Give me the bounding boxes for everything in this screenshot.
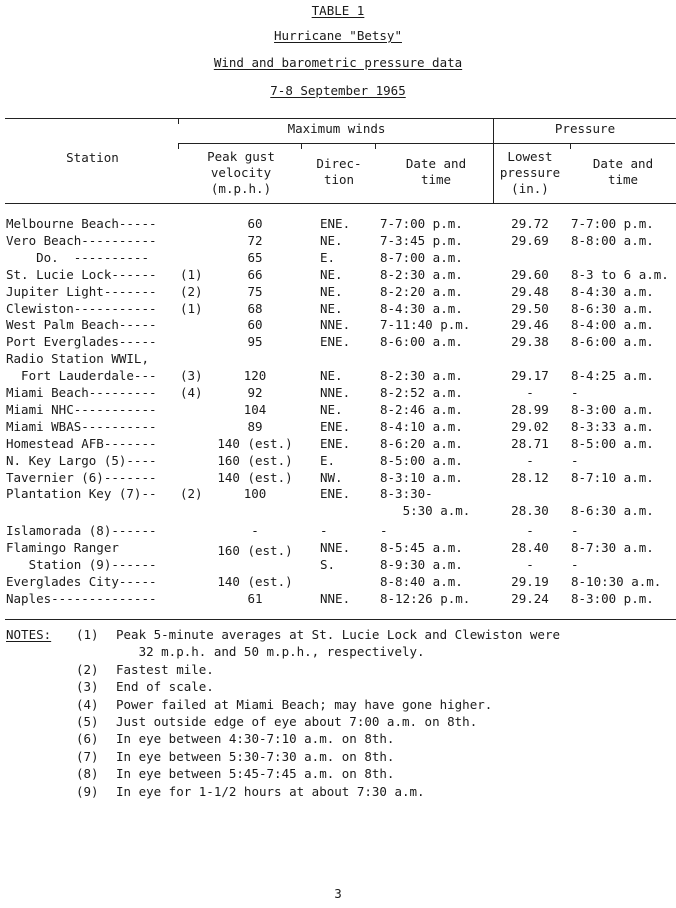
station-cell: Miami NHC-----------	[6, 401, 157, 417]
pressure-time-cell: 8-6:30 a.m.	[571, 503, 654, 519]
pressure-time-cell: 8-3:00 a.m.	[571, 401, 654, 417]
direction-cell: NW.	[320, 469, 343, 485]
tick-mark	[570, 143, 571, 149]
note-ref-cell: (2)	[180, 283, 203, 299]
pressure-time-cell: 8-6:30 a.m.	[571, 300, 654, 316]
wind-time-cell: 8-7:00 a.m.	[380, 249, 463, 265]
station-cell: N. Key Largo (5)----	[6, 452, 157, 468]
header-peak-gust: Peak gust velocity (m.p.h.)	[207, 149, 275, 196]
station-cell: Naples--------------	[6, 590, 157, 606]
wind-time-cell: 8-4:30 a.m.	[380, 300, 463, 316]
lowest-pressure-cell: 29.46	[511, 317, 549, 333]
note-ref-cell: (2)	[180, 486, 203, 502]
pressure-time-cell: 8-8:00 a.m.	[571, 232, 654, 248]
direction-cell: NE.	[320, 368, 343, 384]
header-bottom-rule	[5, 203, 676, 204]
direction-cell: NNE.	[320, 385, 351, 400]
station-cell: Radio Station WWIL,	[6, 351, 149, 367]
wind-time-cell: 8-3:30-	[380, 486, 433, 502]
pressure-time-cell: -	[571, 523, 579, 539]
lowest-pressure-cell: 28.71	[511, 435, 549, 451]
notes-label: NOTES:	[6, 627, 52, 642]
peak-gust-cell: 100	[243, 486, 267, 502]
direction-cell: S.	[320, 557, 336, 572]
pressure-time-cell: 8-4:30 a.m.	[571, 283, 654, 299]
direction-cell: NE.	[320, 283, 343, 299]
table-number: TABLE 1	[311, 3, 365, 18]
note-number: (9)	[76, 783, 99, 799]
wind-time-cell: 8-2:52 a.m.	[380, 385, 463, 400]
table-dates: 7-8 September 1965	[270, 83, 406, 98]
station-cell: Miami Beach---------	[6, 385, 157, 400]
station-cell: Clewiston-----------	[6, 300, 157, 316]
direction-cell: E.	[320, 452, 336, 468]
note-ref-cell: (3)	[180, 368, 203, 384]
wind-time-cell: 8-4:10 a.m.	[380, 418, 463, 434]
wind-time-cell: 8-12:26 p.m.	[380, 590, 471, 606]
lowest-pressure-cell: 29.17	[511, 368, 549, 384]
direction-cell: ENE.	[320, 334, 351, 350]
direction-cell: NNE.	[320, 317, 351, 333]
header-direction: Direc- tion	[316, 156, 362, 187]
note-number: (3)	[76, 679, 99, 695]
pressure-time-cell: 8-6:00 a.m.	[571, 334, 654, 350]
station-cell: Homestead AFB-------	[6, 435, 157, 451]
tick-mark	[178, 118, 179, 124]
wind-time-cell: 8-8:40 a.m.	[380, 573, 463, 589]
lowest-pressure-cell: 29.50	[511, 300, 549, 316]
note-text: In eye between 5:45-7:45 a.m. on 8th.	[116, 766, 395, 782]
note-text: Peak 5-minute averages at St. Lucie Lock and Clewiston were	[116, 627, 561, 642]
pressure-time-cell: 8-10:30 a.m.	[571, 573, 662, 589]
note-text: Just outside edge of eye about 7:00 a.m. on 8th.	[116, 714, 478, 729]
pressure-time-cell: -	[571, 557, 579, 572]
peak-gust-cell: 140 (est.)	[217, 573, 293, 589]
note-number: (6)	[76, 731, 99, 747]
header-wind-datetime: Date and time	[405, 156, 467, 187]
station-cell: St. Lucie Lock------	[6, 266, 157, 282]
wind-time-cell: 8-2:30 a.m.	[380, 266, 463, 282]
peak-gust-cell: 89	[247, 418, 263, 434]
lowest-pressure-cell: -	[526, 385, 534, 400]
peak-gust-cell: 65	[247, 249, 263, 265]
direction-cell: -	[320, 523, 328, 539]
station-cell: Fort Lauderdale---	[6, 368, 157, 384]
header-pressure-datetime: Date and time	[592, 156, 654, 187]
station-cell: Do. ----------	[6, 249, 149, 265]
lowest-pressure-cell: 29.48	[511, 283, 549, 299]
peak-gust-cell: 95	[247, 334, 263, 350]
lowest-pressure-cell: 28.40	[511, 540, 549, 556]
direction-cell: E.	[320, 249, 336, 265]
wind-time-cell: -	[380, 523, 388, 539]
wind-time-cell: 5:30 a.m.	[380, 503, 471, 519]
pressure-time-cell: 7-7:00 p.m.	[571, 216, 654, 231]
direction-cell: NNE.	[320, 540, 351, 556]
note-number: (4)	[76, 696, 99, 712]
wind-time-cell: 7-7:00 p.m.	[380, 216, 463, 231]
direction-cell: NNE.	[320, 590, 351, 606]
tick-mark	[178, 143, 179, 149]
station-cell: Plantation Key (7)--	[6, 486, 157, 502]
header-station: Station	[66, 150, 119, 165]
lowest-pressure-cell: 29.60	[511, 266, 549, 282]
note-text: 32 m.p.h. and 50 m.p.h., respectively.	[116, 644, 425, 660]
note-number: (5)	[76, 714, 99, 729]
lowest-pressure-cell: 28.99	[511, 401, 549, 417]
note-ref-cell: (4)	[180, 385, 203, 400]
lowest-pressure-cell: 28.30	[511, 503, 549, 519]
station-cell: Miami WBAS----------	[6, 418, 157, 434]
lowest-pressure-cell: 29.69	[511, 232, 549, 248]
note-text: End of scale.	[116, 679, 214, 695]
pressure-time-cell: 8-7:10 a.m.	[571, 469, 654, 485]
peak-gust-cell: 66	[247, 266, 263, 282]
wind-time-cell: 7-11:40 p.m.	[380, 317, 471, 333]
peak-gust-cell: 140 (est.)	[217, 469, 293, 485]
wind-time-cell: 8-6:00 a.m.	[380, 334, 463, 350]
table-title: Hurricane "Betsy"	[274, 28, 402, 43]
table-subject: Wind and barometric pressure data	[213, 55, 463, 70]
peak-gust-cell: 61	[247, 590, 263, 606]
note-text: In eye between 4:30-7:10 a.m. on 8th.	[116, 731, 395, 747]
wind-time-cell: 8-2:46 a.m.	[380, 401, 463, 417]
peak-gust-cell: -	[251, 523, 259, 539]
note-ref-cell: (1)	[180, 300, 203, 316]
table-bottom-rule	[5, 619, 676, 620]
pressure-time-cell: 8-4:00 a.m.	[571, 317, 654, 333]
pressure-time-cell: 8-4:25 a.m.	[571, 368, 654, 384]
note-text: In eye for 1-1/2 hours at about 7:30 a.m.	[116, 783, 425, 799]
direction-cell: ENE.	[320, 486, 351, 502]
note-number: (2)	[76, 661, 99, 677]
peak-gust-cell: 92	[247, 385, 263, 400]
lowest-pressure-cell: 29.19	[511, 573, 549, 589]
table-top-rule	[5, 118, 676, 119]
note-text: In eye between 5:30-7:30 a.m. on 8th.	[116, 748, 395, 764]
header-lowest-pressure: Lowest pressure (in.)	[499, 149, 561, 196]
peak-gust-cell: 140 (est.)	[217, 435, 293, 451]
wind-time-cell: 8-3:10 a.m.	[380, 469, 463, 485]
wind-time-cell: 8-5:00 a.m.	[380, 452, 463, 468]
pressure-time-cell: -	[571, 385, 579, 400]
station-cell: Flamingo Ranger	[6, 540, 119, 556]
peak-gust-cell: 75	[247, 283, 263, 299]
flamingo-gust-value: 160 (est.)	[217, 543, 293, 558]
peak-gust-cell: 68	[247, 300, 263, 316]
station-cell: Station (9)------	[6, 557, 157, 572]
lowest-pressure-cell: 29.02	[511, 418, 549, 434]
wind-time-cell: 8-9:30 a.m.	[380, 557, 463, 572]
station-cell: Jupiter Light-------	[6, 283, 157, 299]
note-number: (1)	[76, 627, 99, 642]
lowest-pressure-cell: -	[526, 452, 534, 468]
lowest-pressure-cell: -	[526, 523, 534, 539]
tick-mark	[375, 143, 376, 149]
wind-time-cell: 8-6:20 a.m.	[380, 435, 463, 451]
lowest-pressure-cell: -	[526, 557, 534, 572]
pressure-time-cell: 8-3:00 p.m.	[571, 590, 654, 606]
peak-gust-cell: 60	[247, 216, 263, 231]
note-ref-cell: (1)	[180, 266, 203, 282]
pressure-time-cell: -	[571, 452, 579, 468]
note-number: (7)	[76, 748, 99, 764]
lowest-pressure-cell: 29.38	[511, 334, 549, 350]
station-cell: West Palm Beach-----	[6, 317, 157, 333]
lowest-pressure-cell: 29.72	[511, 216, 549, 231]
station-cell: Vero Beach----------	[6, 232, 157, 248]
station-cell: Melbourne Beach-----	[6, 216, 157, 231]
peak-gust-cell: 104	[243, 401, 267, 417]
wind-time-cell: 8-5:45 a.m.	[380, 540, 463, 556]
station-cell: Islamorada (8)------	[6, 523, 157, 539]
direction-cell: ENE.	[320, 418, 351, 434]
direction-cell: NE.	[320, 232, 343, 248]
max-winds-rule	[178, 143, 493, 144]
note-text: Fastest mile.	[116, 661, 214, 677]
peak-gust-cell: 72	[247, 232, 263, 248]
pressure-time-cell: 8-3:33 a.m.	[571, 418, 654, 434]
peak-gust-cell: 60	[247, 317, 263, 333]
page-number: 3	[334, 886, 342, 901]
direction-cell: ENE.	[320, 435, 351, 451]
note-text: Power failed at Miami Beach; may have gone higher.	[116, 696, 493, 712]
wind-time-cell: 7-3:45 p.m.	[380, 232, 463, 248]
lowest-pressure-cell: 29.24	[511, 590, 549, 606]
wind-time-cell: 8-2:30 a.m.	[380, 368, 463, 384]
direction-cell: NE.	[320, 300, 343, 316]
peak-gust-cell: 120	[243, 368, 267, 384]
direction-cell: NE.	[320, 401, 343, 417]
wind-time-cell: 8-2:20 a.m.	[380, 283, 463, 299]
header-pressure: Pressure	[554, 121, 616, 136]
pressure-rule	[493, 143, 675, 144]
station-cell: Everglades City-----	[6, 573, 157, 589]
lowest-pressure-cell: 28.12	[511, 469, 549, 485]
direction-cell: ENE.	[320, 216, 351, 231]
pressure-time-cell: 8-7:30 a.m.	[571, 540, 654, 556]
header-max-winds: Maximum winds	[287, 121, 386, 136]
pressure-time-cell: 8-3 to 6 a.m.	[571, 266, 669, 282]
station-cell: Tavernier (6)-------	[6, 469, 157, 485]
note-number: (8)	[76, 766, 99, 782]
peak-gust-cell: 160 (est.)	[217, 452, 293, 468]
station-cell: Port Everglades-----	[6, 334, 157, 350]
direction-cell: NE.	[320, 266, 343, 282]
pressure-time-cell: 8-5:00 a.m.	[571, 435, 654, 451]
